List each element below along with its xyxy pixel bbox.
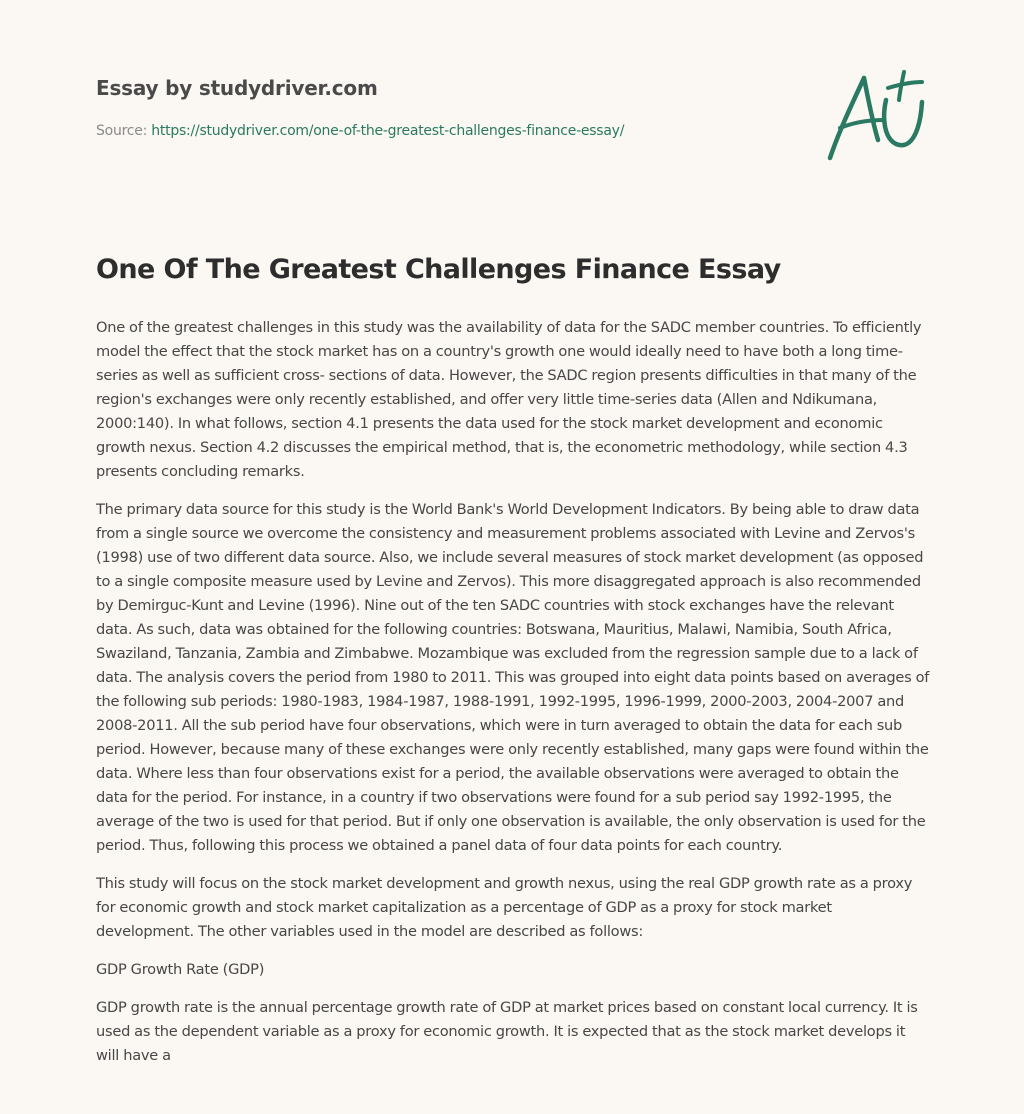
essay-paragraph: This study will focus on the stock market development and growth nexus, using the real GDP growth rate as a proxy for economic growth and stock market capitalization as a percentage of GDP as a proxy for stock market development. The other variables used in the model are described as follows: xyxy=(96,875,913,940)
site-title: Essay by studydriver.com xyxy=(96,76,378,100)
essay-paragraph: The primary data source for this study is the World Bank's World Development Indicators. By being able to draw data from a single source we overcome the consistency and measurement problems associated with Levine and Zervos's (1998) use of two different data source. Also, we include several measures of stock market development (as opposed to a single composite measure used by Levine and Zervos). This more disaggregated approach is also recommended by Demirguc-Kunt and Levine (1996). Nine out of the ten SADC countries with stock exchanges have the relevant data. As such, data was obtained for the following countries: Botswana, Mauritius, Malawi, Namibia, South Africa, Swaziland, Tanzania, Zambia and Zimbabwe. Mozambique was excluded from the regression sample due to a lack of data. The analysis covers the period from 1980 to 2011. This was grouped into eight data points based on averages of the following sub periods: 1980-1983, 1984-1987, 1988-1991, 1992-1995, 1996-1999, 2000-2003, 2004-2007 and 2008-2011. All the sub period have four observations, which were in turn averaged to obtain the data for each sub period. However, because many of these exchanges were only recently established, many gaps were found within the data. Where less than four observations exist for a period, the available observations were averaged to obtain the data for the period. For instance, in a country if two observations were found for a sub period say 1992-1995, the average of the two is used for that period. But if only one observation is available, the only observation is used for the period. Thus, following this process we obtained a panel data of four data points for each country. xyxy=(96,501,930,854)
essay-paragraph: One of the greatest challenges in this study was the availability of data for the SADC member countries. To efficiently model the effect that the stock market has on a country's growth one would ideally need to have both a long time-series as well as sufficient cross- sections of data. However, the SADC region presents difficulties in that many of the region's exchanges were only recently established, and offer very little time-series data (Allen and Ndikumana, 2000:140). In what follows, section 4.1 presents the data used for the stock market development and economic growth nexus. Section 4.2 discusses the empirical method, that is, the econometric methodology, while section 4.3 presents concluding remarks. xyxy=(96,319,922,480)
source-label: Source: xyxy=(96,123,152,139)
source-line xyxy=(96,123,624,139)
source-link[interactable]: https://studydriver.com/one-of-the-greatest-challenges-finance-essay/ xyxy=(151,123,625,139)
essay-title: One Of The Greatest Challenges Finance Essay xyxy=(96,254,781,285)
a-plus-logo-icon xyxy=(824,68,928,164)
essay-body xyxy=(96,316,930,1082)
section-heading: GDP Growth Rate (GDP) xyxy=(96,961,265,978)
page-header xyxy=(96,0,928,200)
essay-paragraph: GDP growth rate is the annual percentage growth rate of GDP at market prices based on constant local currency. It is used as the dependent variable as a proxy for economic growth. It is expected that as the stock market develops it will have a xyxy=(96,999,918,1064)
